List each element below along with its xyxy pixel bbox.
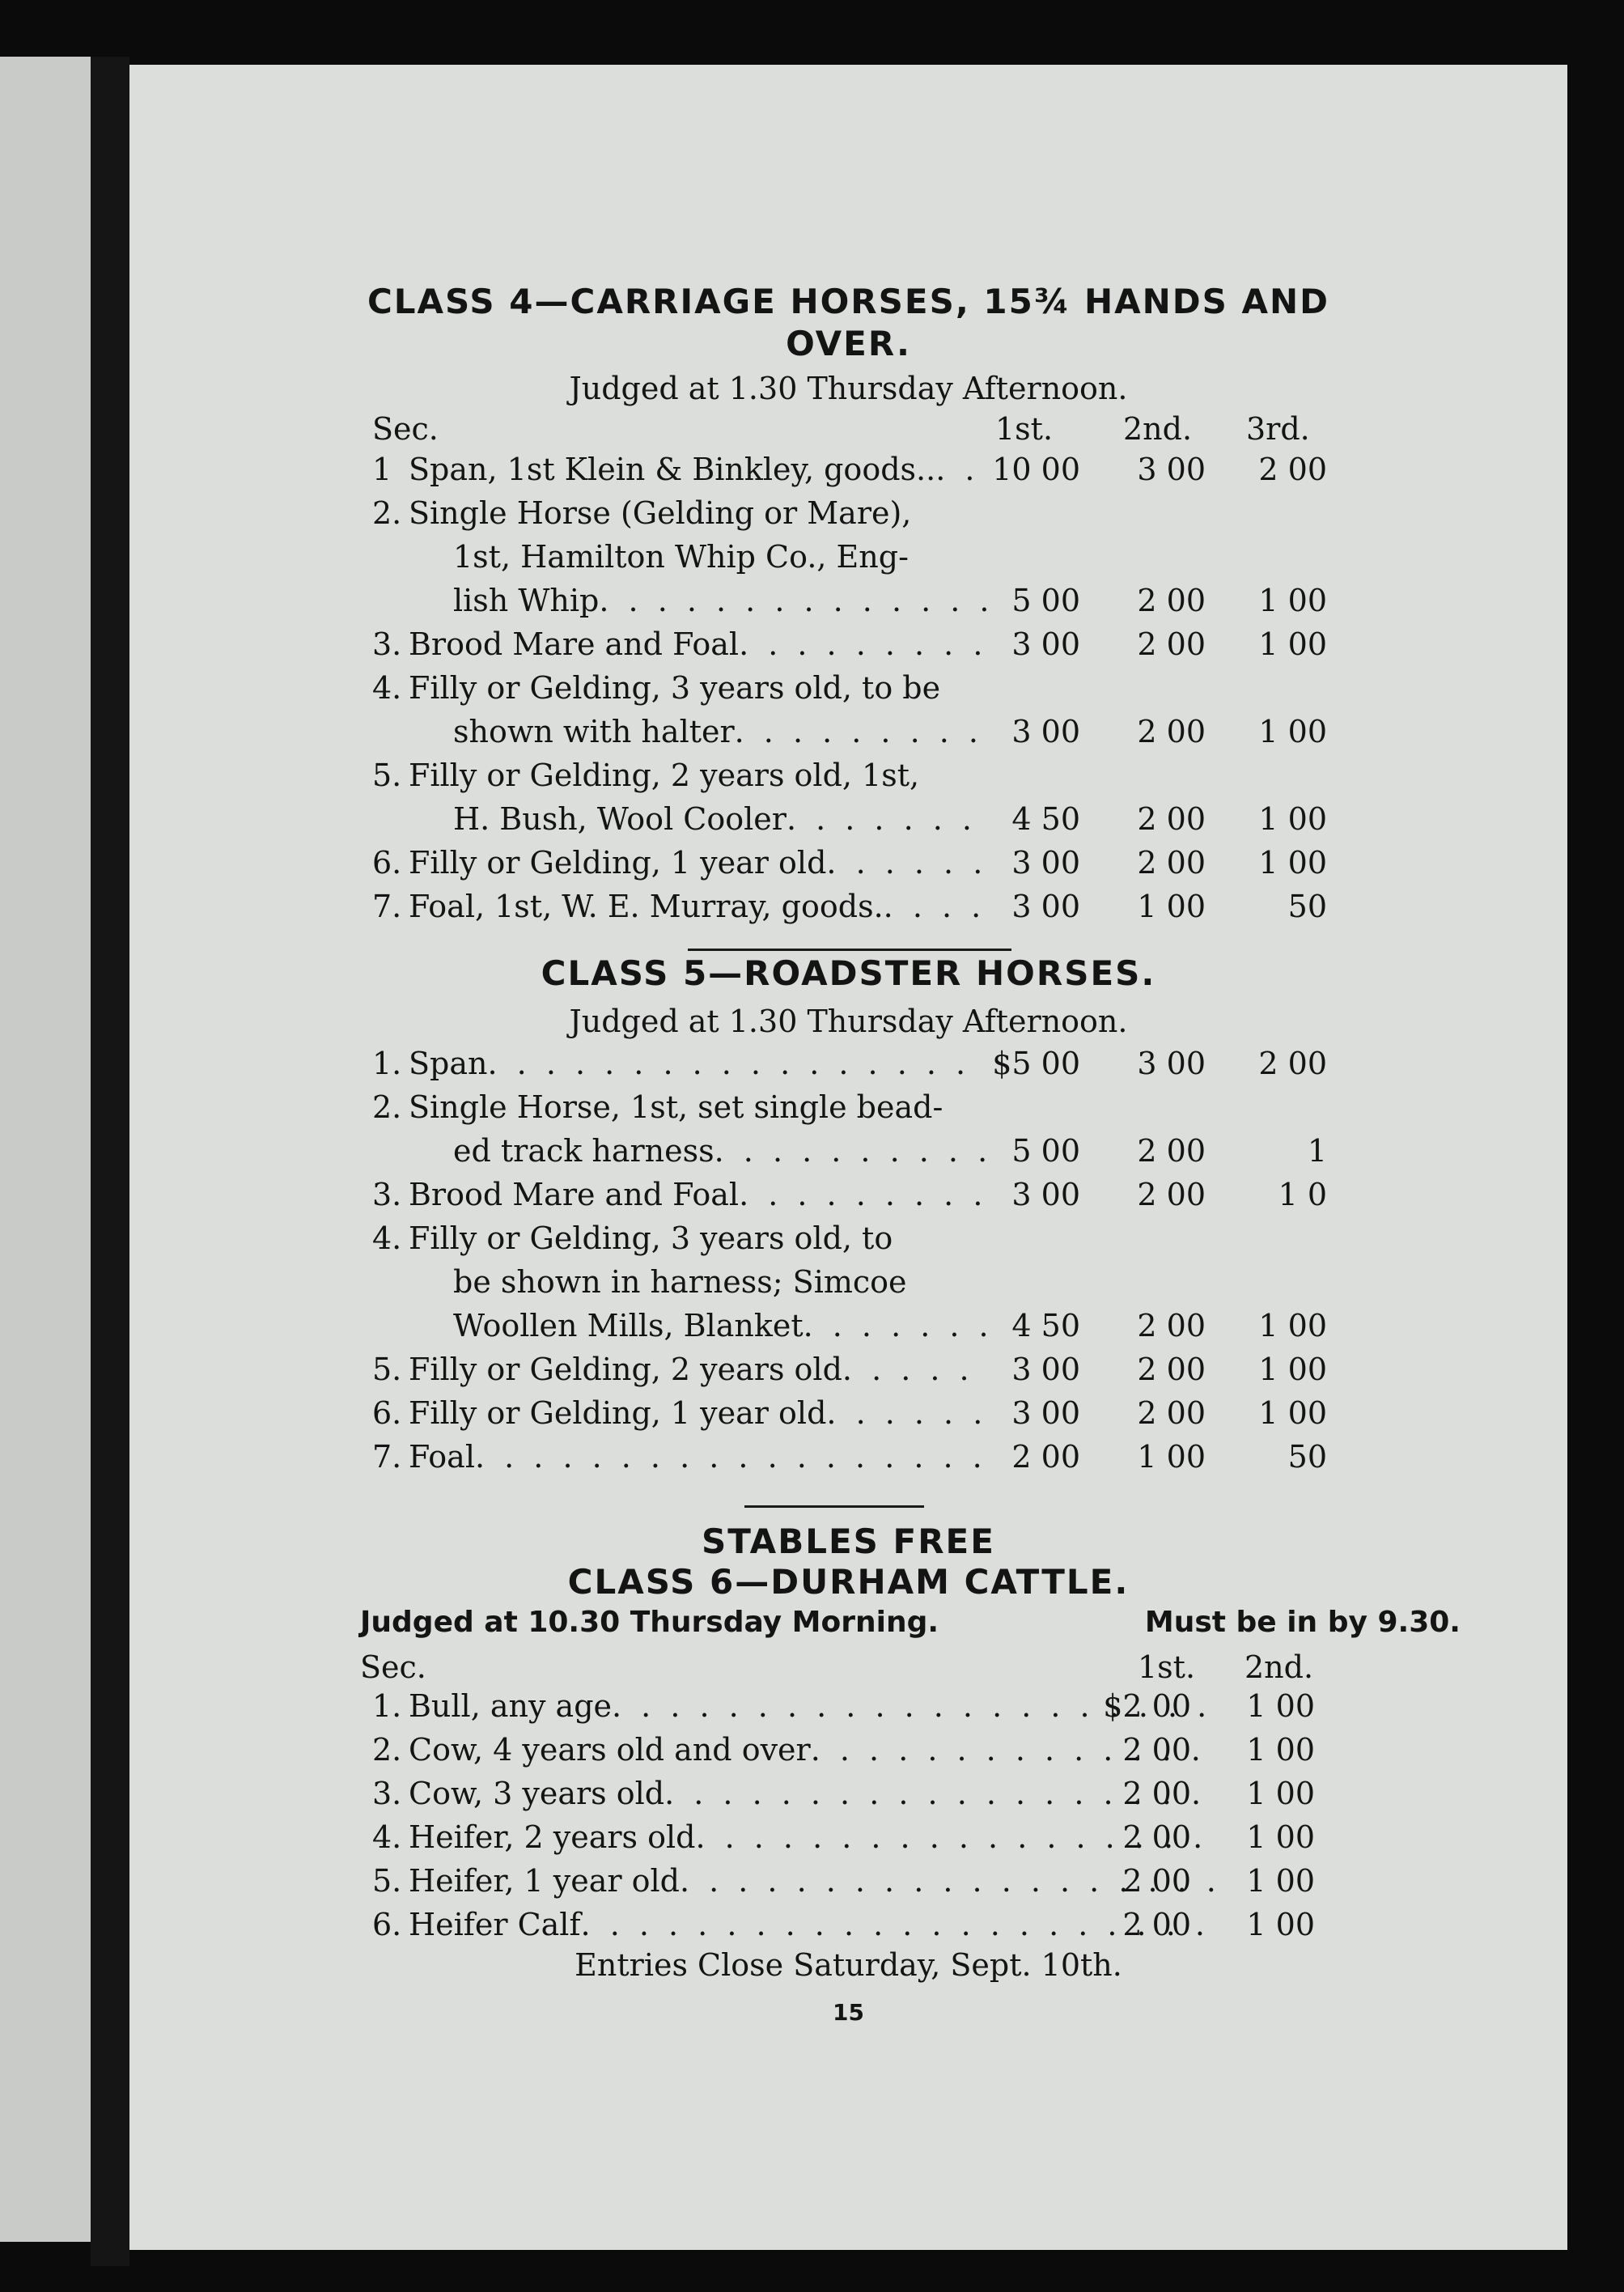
class4-prize-first: 4 50	[1011, 801, 1080, 837]
class5-prize-first: 3 00	[1011, 1177, 1080, 1212]
class6-entry-label: Heifer, 2 years old	[409, 1819, 696, 1855]
class6-prize-second: 1 00	[1246, 1732, 1315, 1768]
adjacent-page-edge	[0, 57, 91, 2242]
class5-entry-label: Filly or Gelding, 2 years old	[409, 1352, 842, 1387]
class4-entry-description	[409, 626, 987, 662]
class4-sec-number: 5.	[372, 758, 402, 793]
class5-prize-second: 2 00	[1137, 1395, 1206, 1431]
class4-sec-number: 7.	[372, 889, 402, 924]
header-sec: Sec.	[372, 411, 439, 447]
class6-prize-first: $2 00	[1103, 1688, 1191, 1724]
class5-entry-description	[409, 1439, 987, 1475]
class4-row-2-cont	[129, 495, 1567, 539]
header-second: 2nd.	[1245, 1649, 1314, 1685]
class5-row-3	[129, 1177, 1567, 1220]
class4-prize-third: 2 00	[1258, 452, 1327, 487]
class5-row-4-cont	[129, 1220, 1567, 1264]
class4-entry-label: Span, 1st Klein & Binkley, goods..	[409, 452, 936, 487]
class4-entry-description	[453, 583, 987, 618]
class5-judged: Judged at 1.30 Thursday Afternoon.	[569, 1004, 1128, 1039]
class6-entry-label: Cow, 4 years old and over	[409, 1732, 811, 1768]
class5-row-2-cont	[129, 1089, 1567, 1133]
class4-entry-label: lish Whip	[453, 583, 600, 618]
class5-prize-third: 1 0	[1278, 1177, 1327, 1212]
class5-prize-first: 4 50	[1011, 1308, 1080, 1343]
header-third: 3rd.	[1246, 411, 1310, 447]
dot-leader	[739, 626, 987, 662]
class4-sec-number: 4.	[372, 670, 402, 706]
class4-prize-first: 3 00	[1011, 845, 1080, 881]
class5-entry-label: ed track harness	[453, 1133, 714, 1169]
class5-entry-label: Filly or Gelding, 3 years old, to	[409, 1220, 893, 1256]
class5-prize-third: 1	[1307, 1133, 1327, 1169]
class4-entry-description	[453, 801, 987, 837]
class4-entry-label: shown with halter	[453, 714, 735, 749]
class6-entry-label: Heifer, 1 year old	[409, 1863, 680, 1899]
class5-title: CLASS 5—ROADSTER HORSES.	[541, 953, 1156, 993]
class4-prize-second: 3 00	[1137, 452, 1206, 487]
class6-prize-first: 2 00	[1122, 1907, 1191, 1942]
class4-entry-description	[409, 452, 987, 487]
class5-entry-description	[453, 1133, 987, 1169]
class4-row-4-cont	[129, 670, 1567, 714]
class4-prize-first: 5 00	[1011, 583, 1080, 618]
class5-entry-description	[453, 1308, 987, 1343]
section-divider	[688, 949, 1011, 951]
class4-row-3	[129, 626, 1567, 670]
class6-sec-number: 1.	[372, 1688, 402, 1724]
dot-leader	[826, 845, 987, 881]
class5-sec-number: 5.	[372, 1352, 402, 1387]
class5-row-1	[129, 1046, 1567, 1089]
class4-row-4	[129, 714, 1567, 758]
class6-entry-description	[409, 1688, 1222, 1724]
class5-prize-third: 1 00	[1258, 1308, 1327, 1343]
class4-row-1	[129, 452, 1567, 495]
class5-prize-third: 1 00	[1258, 1352, 1327, 1387]
class4-prize-first: 3 00	[1011, 714, 1080, 749]
class5-prize-first: 3 00	[1011, 1395, 1080, 1431]
class6-judged	[360, 1606, 1461, 1639]
header-first: 1st.	[995, 411, 1054, 447]
stables-free: STABLES FREE	[702, 1522, 995, 1561]
class5-prize-second: 3 00	[1137, 1046, 1206, 1081]
class4-title-line2: OVER.	[786, 324, 911, 363]
class4-entry-label: Foal, 1st, W. E. Murray, goods.	[409, 889, 884, 924]
class5-prize-first: $5 00	[992, 1046, 1080, 1081]
class6-sec-number: 5.	[372, 1863, 402, 1899]
dot-leader	[714, 1133, 987, 1169]
class5-row-2	[129, 1133, 1567, 1177]
class5-prize-second: 2 00	[1137, 1177, 1206, 1212]
class6-title: CLASS 6—DURHAM CATTLE.	[567, 1562, 1130, 1602]
class5-prize-first: 3 00	[1011, 1352, 1080, 1387]
class4-entry-description	[409, 845, 987, 881]
class5-row-6	[129, 1395, 1567, 1439]
entries-close-note: Entries Close Saturday, Sept. 10th.	[575, 1947, 1122, 1983]
class5-sec-number: 4.	[372, 1220, 402, 1256]
class4-entry-label: Filly or Gelding, 3 years old, to be	[409, 670, 941, 706]
dot-leader	[935, 452, 987, 487]
class4-prize-third: 1 00	[1258, 626, 1327, 662]
class6-sec-number: 6.	[372, 1907, 402, 1942]
dot-leader	[475, 1439, 987, 1475]
class6-row-3	[129, 1776, 1567, 1819]
dot-leader	[488, 1046, 988, 1081]
class4-sec-number: 1	[372, 452, 392, 487]
class6-prize-second: 1 00	[1246, 1819, 1315, 1855]
page-number: 15	[833, 1999, 864, 2026]
class6-prize-first: 2 00	[1122, 1863, 1191, 1899]
class5-prize-third: 1 00	[1258, 1395, 1327, 1431]
class5-sec-number: 7.	[372, 1439, 402, 1475]
header-second: 2nd.	[1123, 411, 1193, 447]
class4-prize-second: 2 00	[1137, 845, 1206, 881]
class5-prize-second: 2 00	[1137, 1308, 1206, 1343]
class6-entry-description	[409, 1732, 1222, 1768]
class5-sec-number: 1.	[372, 1046, 402, 1081]
class4-row-5	[129, 801, 1567, 845]
class6-prize-first: 2 00	[1122, 1732, 1191, 1768]
class6-prize-first: 2 00	[1122, 1776, 1191, 1811]
class4-row-6	[129, 845, 1567, 889]
class6-row-6	[129, 1907, 1567, 1950]
dot-leader	[884, 889, 987, 924]
class5-prize-third: 2 00	[1258, 1046, 1327, 1081]
class4-prize-first: 3 00	[1011, 889, 1080, 924]
class6-prize-second: 1 00	[1246, 1688, 1315, 1724]
class4-sec-number: 2.	[372, 495, 402, 531]
class6-prize-second: 1 00	[1246, 1907, 1315, 1942]
class4-prize-third: 1 00	[1258, 583, 1327, 618]
class6-sec-number: 2.	[372, 1732, 402, 1768]
class6-judged-time: Judged at 10.30 Thursday Morning.	[360, 1606, 939, 1639]
class6-entry-label: Heifer Calf	[409, 1907, 581, 1942]
class4-prize-second: 1 00	[1137, 889, 1206, 924]
class5-prize-second: 2 00	[1137, 1352, 1206, 1387]
class6-prize-second: 1 00	[1246, 1863, 1315, 1899]
class4-sec-number: 6.	[372, 845, 402, 881]
class4-entry-description	[409, 889, 987, 924]
class4-prize-second: 2 00	[1137, 583, 1206, 618]
dot-leader	[842, 1352, 987, 1387]
dot-leader	[804, 1308, 987, 1343]
class5-entry-label: Foal	[409, 1439, 475, 1475]
class4-prize-second: 2 00	[1137, 801, 1206, 837]
class5-sec-number: 6.	[372, 1395, 402, 1431]
class4-prize-first: 3 00	[1011, 626, 1080, 662]
class5-row-4	[129, 1308, 1567, 1352]
class4-prize-third: 1 00	[1258, 845, 1327, 881]
class4-entry-label: Single Horse (Gelding or Mare),	[409, 495, 912, 531]
class6-entry-description	[409, 1819, 1222, 1855]
header-sec: Sec.	[360, 1649, 426, 1685]
class6-sec-number: 4.	[372, 1819, 402, 1855]
document-page	[129, 65, 1567, 2250]
class6-row-1	[129, 1688, 1567, 1732]
class6-column-headers	[129, 1649, 1567, 1687]
class5-row-4-cont	[129, 1264, 1567, 1308]
class5-entry-label: Woollen Mills, Blanket	[453, 1308, 804, 1343]
class4-entry-label: Brood Mare and Foal	[409, 626, 740, 662]
class4-entry-label: Filly or Gelding, 1 year old	[409, 845, 827, 881]
class4-entry-label: H. Bush, Wool Cooler	[453, 801, 787, 837]
class4-column-headers	[129, 411, 1567, 448]
class5-entry-description	[409, 1177, 987, 1212]
class4-entry-label: Filly or Gelding, 2 years old, 1st,	[409, 758, 920, 793]
section-divider-short	[744, 1505, 924, 1508]
class4-row-2-cont	[129, 539, 1567, 583]
class5-entry-label: be shown in harness; Simcoe	[453, 1264, 907, 1300]
class6-prize-first: 2 00	[1122, 1819, 1191, 1855]
dot-leader	[787, 801, 987, 837]
class6-sec-number: 3.	[372, 1776, 402, 1811]
class4-prize-third: 1 00	[1258, 801, 1327, 837]
class4-row-7	[129, 889, 1567, 932]
class5-entry-label: Brood Mare and Foal	[409, 1177, 740, 1212]
class5-prize-first: 5 00	[1011, 1133, 1080, 1169]
class4-title-line1: CLASS 4—CARRIAGE HORSES, 15¾ HANDS AND	[367, 282, 1330, 321]
class4-row-2	[129, 583, 1567, 626]
class4-sec-number: 3.	[372, 626, 402, 662]
book-spine	[91, 57, 129, 2266]
class6-row-4	[129, 1819, 1567, 1863]
class6-entry-label: Bull, any age	[409, 1688, 613, 1724]
class5-prize-first: 2 00	[1011, 1439, 1080, 1475]
class4-prize-second: 2 00	[1137, 626, 1206, 662]
class5-entry-label: Filly or Gelding, 1 year old	[409, 1395, 827, 1431]
class6-entry-description	[409, 1907, 1222, 1942]
class6-entry-label: Cow, 3 years old	[409, 1776, 665, 1811]
class5-entry-label: Single Horse, 1st, set single bead-	[409, 1089, 943, 1125]
dot-leader	[739, 1177, 987, 1212]
class5-row-7	[129, 1439, 1567, 1483]
class6-row-5	[129, 1863, 1567, 1907]
class5-sec-number: 3.	[372, 1177, 402, 1212]
class4-judged: Judged at 1.30 Thursday Afternoon.	[569, 371, 1128, 406]
class6-must-be-in: Must be in by 9.30.	[1144, 1606, 1461, 1639]
class6-prize-second: 1 00	[1246, 1776, 1315, 1811]
class5-entry-description	[409, 1395, 987, 1431]
class5-sec-number: 2.	[372, 1089, 402, 1125]
class5-prize-second: 1 00	[1137, 1439, 1206, 1475]
class5-prize-third: 50	[1287, 1439, 1327, 1475]
class4-prize-first: 10 00	[992, 452, 1080, 487]
class4-prize-third: 1 00	[1258, 714, 1327, 749]
header-first: 1st.	[1138, 1649, 1196, 1685]
class4-row-5-cont	[129, 758, 1567, 801]
dot-leader	[826, 1395, 987, 1431]
class5-entry-description	[409, 1046, 987, 1081]
class6-row-2	[129, 1732, 1567, 1776]
class4-prize-second: 2 00	[1137, 714, 1206, 749]
class4-entry-description	[453, 714, 987, 749]
class5-prize-second: 2 00	[1137, 1133, 1206, 1169]
class5-row-5	[129, 1352, 1567, 1395]
dot-leader	[599, 583, 987, 618]
dot-leader	[735, 714, 987, 749]
class4-entry-label: 1st, Hamilton Whip Co., Eng-	[453, 539, 909, 575]
class4-prize-third: 50	[1287, 889, 1327, 924]
class6-entry-description	[409, 1776, 1222, 1811]
class6-entry-description	[409, 1863, 1222, 1899]
class5-entry-label: Span	[409, 1046, 488, 1081]
class5-entry-description	[409, 1352, 987, 1387]
